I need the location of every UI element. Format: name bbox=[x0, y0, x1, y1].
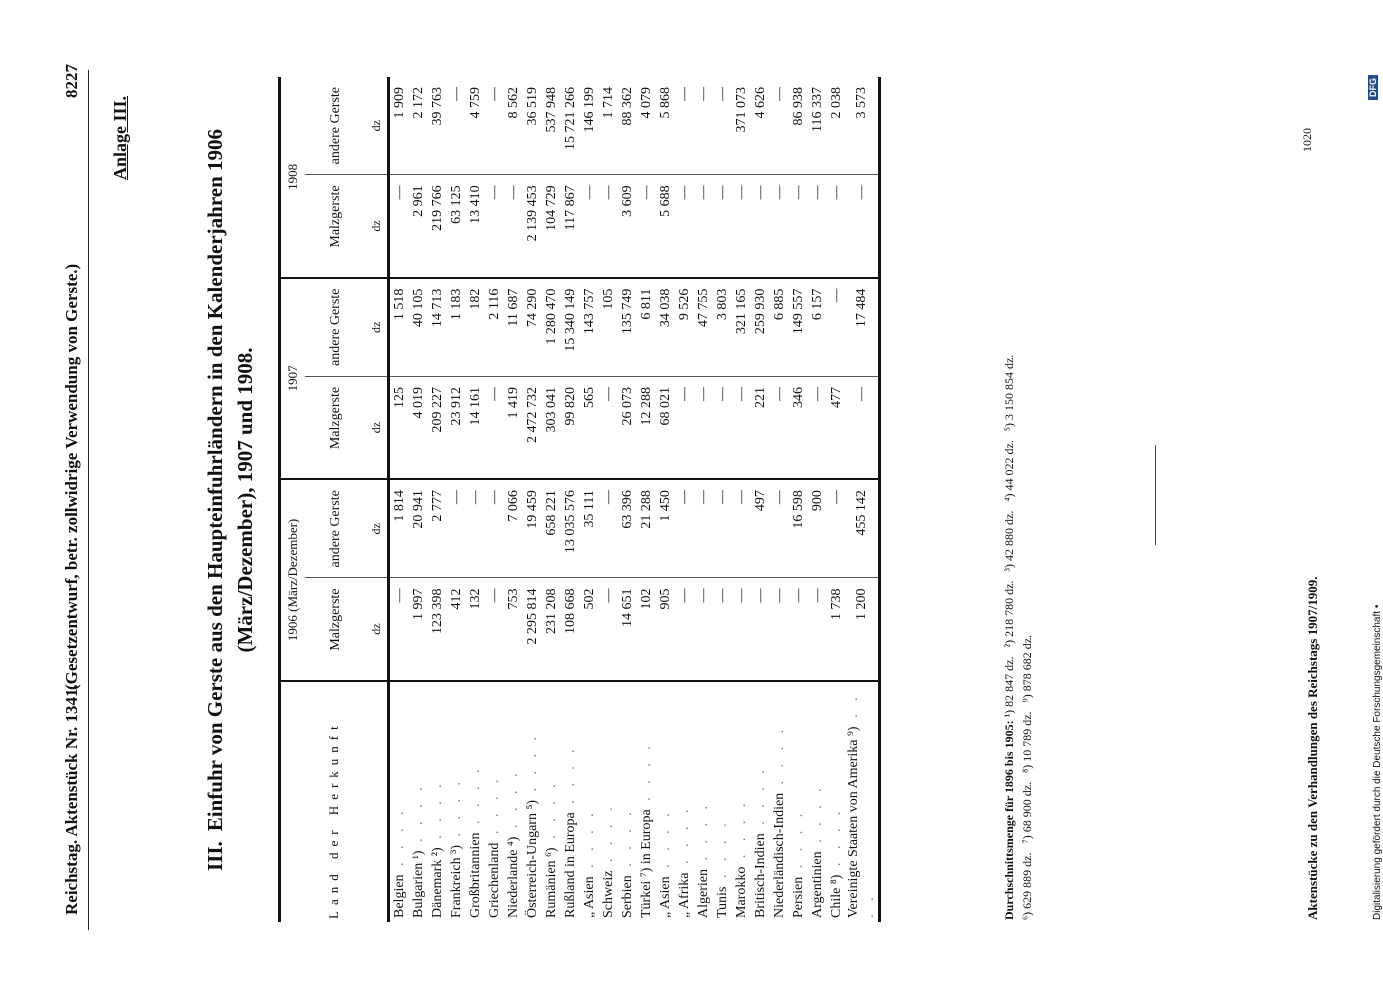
leader-dots: . . . . bbox=[657, 808, 673, 877]
country-name: Chile ⁸) bbox=[828, 874, 844, 918]
country-label bbox=[466, 681, 485, 922]
country-name: Serbien bbox=[619, 875, 635, 918]
country-name: „ Asien bbox=[581, 876, 597, 918]
country-label bbox=[542, 681, 561, 922]
country-label bbox=[732, 681, 751, 922]
table-cell: — bbox=[447, 77, 466, 175]
country-label bbox=[789, 681, 808, 922]
country-column-header: Land der Herkunft bbox=[326, 720, 341, 919]
country-name: Britisch-Indien bbox=[752, 833, 768, 918]
country-label bbox=[751, 681, 770, 922]
table-row bbox=[808, 77, 827, 922]
footnote-item: ⁵) 3 150 854 dz. bbox=[1002, 354, 1016, 432]
country-name: Algerien bbox=[695, 869, 711, 918]
table-cell: — bbox=[675, 376, 694, 479]
table-cell: — bbox=[694, 376, 713, 479]
table-cell: — bbox=[827, 479, 846, 578]
table-cell: 116 337 bbox=[808, 77, 827, 175]
table-cell: 15 340 149 bbox=[561, 278, 580, 377]
leader-dots: . . . . bbox=[524, 732, 540, 800]
table-cell: 1 714 bbox=[599, 77, 618, 175]
table-cell: 1 419 bbox=[504, 376, 523, 479]
leader-dots: . . . . bbox=[809, 783, 825, 852]
table-cell: — bbox=[770, 376, 789, 479]
table-cell: 4 626 bbox=[751, 77, 770, 175]
table-cell: 753 bbox=[504, 578, 523, 681]
footnote-item: ⁷) 68 900 dz. bbox=[1020, 781, 1034, 844]
table-row bbox=[504, 77, 523, 922]
leader-dots: . . . . bbox=[790, 808, 806, 877]
footnote-item: ⁴) 44 022 dz. bbox=[1002, 440, 1016, 502]
table-cell: 1 909 bbox=[389, 77, 410, 175]
table-cell: 105 bbox=[599, 278, 618, 377]
table-row bbox=[789, 77, 808, 922]
table-cell: — bbox=[751, 175, 770, 278]
table-cell: 371 073 bbox=[732, 77, 751, 175]
table-cell: 3 609 bbox=[618, 175, 637, 278]
country-name: Persien bbox=[790, 876, 806, 918]
subheader-malzgerste: Malzgerste bbox=[305, 376, 365, 479]
table-cell: 2 116 bbox=[485, 278, 504, 377]
table-cell: — bbox=[732, 376, 751, 479]
table-cell: 5 688 bbox=[656, 175, 675, 278]
divider-rule bbox=[1155, 445, 1156, 545]
table-cell: — bbox=[485, 479, 504, 578]
table-cell: 13 035 576 bbox=[561, 479, 580, 578]
table-cell: 125 bbox=[389, 376, 410, 479]
table-cell: 6 885 bbox=[770, 278, 789, 377]
table-cell: 7 066 bbox=[504, 479, 523, 578]
table-cell: — bbox=[485, 77, 504, 175]
table-row bbox=[751, 77, 770, 922]
table-cell: 123 398 bbox=[428, 578, 447, 681]
leader-dots: . . . . bbox=[695, 801, 711, 870]
country-name: Tunis bbox=[714, 886, 730, 918]
leader-dots: . . . . bbox=[543, 779, 559, 848]
table-cell: 9 526 bbox=[675, 278, 694, 377]
footer-page-number: 1020 bbox=[1300, 128, 1314, 152]
country-name: „ Afrika bbox=[676, 872, 692, 918]
table-cell: — bbox=[466, 479, 485, 578]
dfg-logo: DFG bbox=[1368, 75, 1378, 100]
table-row bbox=[732, 77, 751, 922]
table-cell: — bbox=[789, 175, 808, 278]
country-name: Österreich-Ungarn ⁵) bbox=[524, 800, 540, 918]
table-cell: 6 157 bbox=[808, 278, 827, 377]
country-label bbox=[656, 681, 675, 922]
table-cell: — bbox=[732, 479, 751, 578]
leader-dots: . . . . bbox=[771, 724, 787, 793]
table-cell: 2 172 bbox=[409, 77, 428, 175]
table-cell: — bbox=[713, 578, 732, 681]
leader-dots: . . . . bbox=[505, 768, 521, 837]
leader-dots: . . . . bbox=[714, 818, 730, 887]
table-cell: 63 396 bbox=[618, 479, 637, 578]
table-cell: — bbox=[599, 376, 618, 479]
table-cell: — bbox=[770, 479, 789, 578]
table-cell: 146 199 bbox=[580, 77, 599, 175]
country-label bbox=[523, 681, 542, 922]
leader-dots: . . . . bbox=[467, 764, 483, 833]
subheader-malzgerste: Malzgerste bbox=[305, 578, 365, 681]
import-table bbox=[278, 77, 881, 922]
table-cell: 3 803 bbox=[713, 278, 732, 377]
table-cell: — bbox=[808, 578, 827, 681]
country-name: Niederländisch-Indien bbox=[771, 792, 787, 918]
table-cell: 1 280 470 bbox=[542, 278, 561, 377]
table-cell: 2 777 bbox=[428, 479, 447, 578]
country-label bbox=[637, 681, 656, 922]
table-row bbox=[656, 77, 675, 922]
title-line-1: Einfuhr von Gerste aus den Haupteinfuhrländern in den Kalenderjahren 1906 bbox=[203, 128, 227, 832]
table-cell: — bbox=[713, 479, 732, 578]
table-row bbox=[637, 77, 656, 922]
leader-dots: . . . . bbox=[638, 741, 654, 810]
table-cell: — bbox=[789, 578, 808, 681]
table-cell: 4 019 bbox=[409, 376, 428, 479]
table-cell: 321 165 bbox=[732, 278, 751, 377]
footnote-item: ¹) 82 847 dz. bbox=[1002, 656, 1016, 718]
table-cell: — bbox=[675, 578, 694, 681]
subheader-andere-gerste: andere Gerste bbox=[305, 479, 365, 578]
title-line-2: (März/Dezember), 1907 und 1908. bbox=[233, 347, 257, 653]
table-cell: 102 bbox=[637, 578, 656, 681]
table-cell: 14 161 bbox=[466, 376, 485, 479]
table-cell: — bbox=[808, 376, 827, 479]
table-cell: 2 295 814 bbox=[523, 578, 542, 681]
table-cell: 900 bbox=[808, 479, 827, 578]
country-label bbox=[504, 681, 523, 922]
country-name: Frankreich ³) bbox=[448, 844, 464, 918]
leader-dots: . . . . bbox=[733, 798, 749, 867]
table-row bbox=[827, 77, 846, 922]
table-cell: 477 bbox=[827, 376, 846, 479]
country-name: Türkei ⁷) in Europa bbox=[638, 809, 654, 918]
footer-source: Aktenstücke zu den Verhandlungen des Reichstags 1907/1909. bbox=[1305, 576, 1320, 920]
leader-dots: . . . . bbox=[581, 808, 597, 877]
table-cell: — bbox=[770, 77, 789, 175]
running-header-title: (Gesetzentwurf, betr. zollwidrige Verwendung von Gerste.) bbox=[62, 263, 81, 690]
table-cell: 14 651 bbox=[618, 578, 637, 681]
table-cell: 1 450 bbox=[656, 479, 675, 578]
table-cell: — bbox=[808, 175, 827, 278]
table-cell: — bbox=[599, 479, 618, 578]
table-cell: — bbox=[694, 578, 713, 681]
table-cell: 117 867 bbox=[561, 175, 580, 278]
table-cell: — bbox=[675, 479, 694, 578]
unit-label: dz bbox=[365, 578, 389, 681]
table-cell: — bbox=[827, 278, 846, 377]
table-row bbox=[523, 77, 542, 922]
running-header-left: Reichstag. Aktenstück Nr. 1341. bbox=[62, 684, 81, 915]
table-cell: — bbox=[485, 175, 504, 278]
table-cell: — bbox=[504, 175, 523, 278]
table-cell: — bbox=[599, 578, 618, 681]
table-cell: — bbox=[694, 77, 713, 175]
table-cell: — bbox=[846, 376, 880, 479]
table-cell: 68 021 bbox=[656, 376, 675, 479]
page-number: 8227 bbox=[62, 64, 81, 98]
table-cell: 40 105 bbox=[409, 278, 428, 377]
table-cell: 13 410 bbox=[466, 175, 485, 278]
leader-dots: . . . . bbox=[391, 806, 407, 875]
table-cell: 2 472 732 bbox=[523, 376, 542, 479]
leader-dots: . . . . bbox=[410, 782, 426, 851]
table-cell: 182 bbox=[466, 278, 485, 377]
country-label bbox=[770, 681, 789, 922]
leader-dots: . . . . bbox=[486, 774, 502, 843]
country-name: Argentinien bbox=[809, 851, 825, 918]
table-row bbox=[466, 77, 485, 922]
country-name: Rumänien ⁶) bbox=[543, 847, 559, 918]
table-cell: — bbox=[675, 77, 694, 175]
year-header-1908: 1908 bbox=[280, 77, 306, 278]
table-cell: 99 820 bbox=[561, 376, 580, 479]
table-cell: 502 bbox=[580, 578, 599, 681]
country-label bbox=[713, 681, 732, 922]
footnote-item: ⁶) 629 889 dz. bbox=[1020, 852, 1034, 920]
leader-dots: . . . . bbox=[846, 692, 877, 918]
table-cell: 1 518 bbox=[389, 278, 410, 377]
header-rule bbox=[88, 70, 89, 930]
table-cell: 36 519 bbox=[523, 77, 542, 175]
table-cell: 6 811 bbox=[637, 278, 656, 377]
country-label bbox=[808, 681, 827, 922]
table-row bbox=[599, 77, 618, 922]
table-cell: 143 757 bbox=[580, 278, 599, 377]
table-cell: 19 459 bbox=[523, 479, 542, 578]
table-row bbox=[447, 77, 466, 922]
table-cell: 1 183 bbox=[447, 278, 466, 377]
table-cell: 21 288 bbox=[637, 479, 656, 578]
table-row bbox=[561, 77, 580, 922]
table-row bbox=[618, 77, 637, 922]
table-cell: 658 221 bbox=[542, 479, 561, 578]
table-cell: — bbox=[713, 77, 732, 175]
table-row bbox=[428, 77, 447, 922]
table-cell: — bbox=[713, 376, 732, 479]
leader-dots: . . . . bbox=[619, 807, 635, 876]
table-cell: 1 738 bbox=[827, 578, 846, 681]
year-header-1907: 1907 bbox=[280, 278, 306, 480]
country-name: Marokko bbox=[733, 866, 749, 918]
table-cell: 346 bbox=[789, 376, 808, 479]
year-header-1906: 1906 (März/Dezember) bbox=[280, 479, 306, 681]
table-cell: — bbox=[580, 175, 599, 278]
country-label bbox=[827, 681, 846, 922]
table-cell: 14 713 bbox=[428, 278, 447, 377]
unit-label: dz bbox=[365, 77, 389, 175]
leader-dots: . . . . bbox=[448, 776, 464, 845]
table-cell: 2 038 bbox=[827, 77, 846, 175]
subheader-malzgerste: Malzgerste bbox=[305, 175, 365, 278]
table-cell: 455 142 bbox=[846, 479, 880, 578]
table-cell: 221 bbox=[751, 376, 770, 479]
leader-dots: . . . . bbox=[429, 779, 445, 848]
table-cell: — bbox=[770, 175, 789, 278]
table-cell: — bbox=[389, 578, 410, 681]
leader-dots: . . . . bbox=[562, 744, 578, 813]
country-name: Schweiz bbox=[600, 870, 616, 918]
country-name: „ Asien bbox=[657, 876, 673, 918]
subheader-andere-gerste: andere Gerste bbox=[305, 77, 365, 175]
country-name: Niederlande ⁴) bbox=[505, 836, 521, 918]
table-row bbox=[542, 77, 561, 922]
table-cell: 108 668 bbox=[561, 578, 580, 681]
country-name: Dänemark ²) bbox=[429, 847, 445, 918]
table-row bbox=[846, 77, 880, 922]
table-cell: 8 562 bbox=[504, 77, 523, 175]
table-cell: 412 bbox=[447, 578, 466, 681]
country-name: Rußland in Europa bbox=[562, 812, 578, 918]
table-row bbox=[675, 77, 694, 922]
table-cell: — bbox=[389, 175, 410, 278]
table-cell: 135 749 bbox=[618, 278, 637, 377]
country-label bbox=[694, 681, 713, 922]
table-row bbox=[713, 77, 732, 922]
table-cell: 11 687 bbox=[504, 278, 523, 377]
table-cell: — bbox=[637, 175, 656, 278]
table-cell: 35 111 bbox=[580, 479, 599, 578]
table-cell: — bbox=[732, 175, 751, 278]
table-cell: 231 208 bbox=[542, 578, 561, 681]
table-row bbox=[389, 77, 410, 922]
table-cell: — bbox=[827, 175, 846, 278]
table-cell: 104 729 bbox=[542, 175, 561, 278]
table-cell: — bbox=[694, 479, 713, 578]
table-row bbox=[770, 77, 789, 922]
country-name: Griechenland bbox=[486, 842, 502, 918]
table-cell: 132 bbox=[466, 578, 485, 681]
table-cell: 303 041 bbox=[542, 376, 561, 479]
table-cell: — bbox=[485, 376, 504, 479]
table-cell: 497 bbox=[751, 479, 770, 578]
table-cell: 23 912 bbox=[447, 376, 466, 479]
table-cell: 4 759 bbox=[466, 77, 485, 175]
table-title bbox=[200, 70, 260, 930]
footnotes bbox=[1000, 60, 1036, 920]
table-cell: 15 721 266 bbox=[561, 77, 580, 175]
unit-label: dz bbox=[365, 278, 389, 377]
country-name: Vereinigte Staaten von Amerika ⁹) bbox=[846, 726, 861, 918]
table-cell: 1 200 bbox=[846, 578, 880, 681]
table-cell: 86 938 bbox=[789, 77, 808, 175]
table-cell: — bbox=[751, 578, 770, 681]
table-cell: 20 941 bbox=[409, 479, 428, 578]
table-cell: 565 bbox=[580, 376, 599, 479]
country-name: Großbritannien bbox=[467, 832, 483, 918]
unit-label: dz bbox=[365, 479, 389, 578]
country-name: Belgien bbox=[391, 874, 407, 918]
unit-label: dz bbox=[365, 376, 389, 479]
leader-dots: . . . . bbox=[676, 804, 692, 873]
table-cell: 2 961 bbox=[409, 175, 428, 278]
country-name: Bulgarien ¹) bbox=[410, 850, 426, 918]
table-cell: 34 038 bbox=[656, 278, 675, 377]
table-cell: 219 766 bbox=[428, 175, 447, 278]
country-label bbox=[447, 681, 466, 922]
country-label bbox=[580, 681, 599, 922]
appendix-label: Anlage III. bbox=[110, 95, 130, 180]
table-cell: — bbox=[599, 175, 618, 278]
table-cell: 63 125 bbox=[447, 175, 466, 278]
country-label bbox=[389, 681, 410, 922]
leader-dots: . . . . bbox=[600, 802, 616, 871]
table-cell: 17 484 bbox=[846, 278, 880, 377]
table-cell: — bbox=[675, 175, 694, 278]
table-row bbox=[694, 77, 713, 922]
digitization-credit: Digitalisierung gefördert durch die Deutsche Forschungsgemeinschaft • bbox=[1372, 604, 1383, 920]
table-cell: 149 557 bbox=[789, 278, 808, 377]
unit-label: dz bbox=[365, 175, 389, 278]
table-cell: 2 139 453 bbox=[523, 175, 542, 278]
footnote-intro: Durchschnittsmenge für 1896 bis 1905: bbox=[1002, 720, 1016, 920]
table-cell: 74 290 bbox=[523, 278, 542, 377]
title-numeral: III. bbox=[203, 841, 227, 872]
country-label bbox=[618, 681, 637, 922]
leader-dots: . . . . bbox=[752, 765, 768, 834]
table-cell: 3 573 bbox=[846, 77, 880, 175]
table-cell: — bbox=[447, 479, 466, 578]
country-label bbox=[485, 681, 504, 922]
table-cell: — bbox=[732, 578, 751, 681]
table-cell: — bbox=[485, 578, 504, 681]
table-cell: — bbox=[694, 175, 713, 278]
country-label bbox=[428, 681, 447, 922]
country-label bbox=[846, 681, 880, 922]
footnote-item: ⁸) 10 789 dz. bbox=[1020, 711, 1034, 773]
table-cell: 259 930 bbox=[751, 278, 770, 377]
table-cell: 209 227 bbox=[428, 376, 447, 479]
footnote-item: ³) 42 880 dz. bbox=[1002, 510, 1016, 572]
subheader-andere-gerste: andere Gerste bbox=[305, 278, 365, 377]
table-cell: — bbox=[846, 175, 880, 278]
country-label bbox=[409, 681, 428, 922]
country-label bbox=[675, 681, 694, 922]
table-body bbox=[389, 77, 880, 922]
country-label bbox=[561, 681, 580, 922]
table-cell: 537 948 bbox=[542, 77, 561, 175]
table-cell: — bbox=[770, 578, 789, 681]
table-cell: 1 997 bbox=[409, 578, 428, 681]
table-cell: 88 362 bbox=[618, 77, 637, 175]
table-cell: 39 763 bbox=[428, 77, 447, 175]
table-cell: 1 814 bbox=[389, 479, 410, 578]
table-cell: 5 868 bbox=[656, 77, 675, 175]
table-cell: 16 598 bbox=[789, 479, 808, 578]
table-cell: 47 755 bbox=[694, 278, 713, 377]
country-label bbox=[599, 681, 618, 922]
table-row bbox=[409, 77, 428, 922]
table-cell: 26 073 bbox=[618, 376, 637, 479]
table-row bbox=[580, 77, 599, 922]
footnote-item: ⁹) 878 682 dz. bbox=[1020, 634, 1034, 703]
table-row bbox=[485, 77, 504, 922]
table-cell: 12 288 bbox=[637, 376, 656, 479]
table-cell: 4 079 bbox=[637, 77, 656, 175]
leader-dots: . . . . bbox=[828, 806, 844, 875]
table-cell: 905 bbox=[656, 578, 675, 681]
table-cell: — bbox=[713, 175, 732, 278]
footnote-item: ²) 218 780 dz. bbox=[1002, 580, 1016, 648]
